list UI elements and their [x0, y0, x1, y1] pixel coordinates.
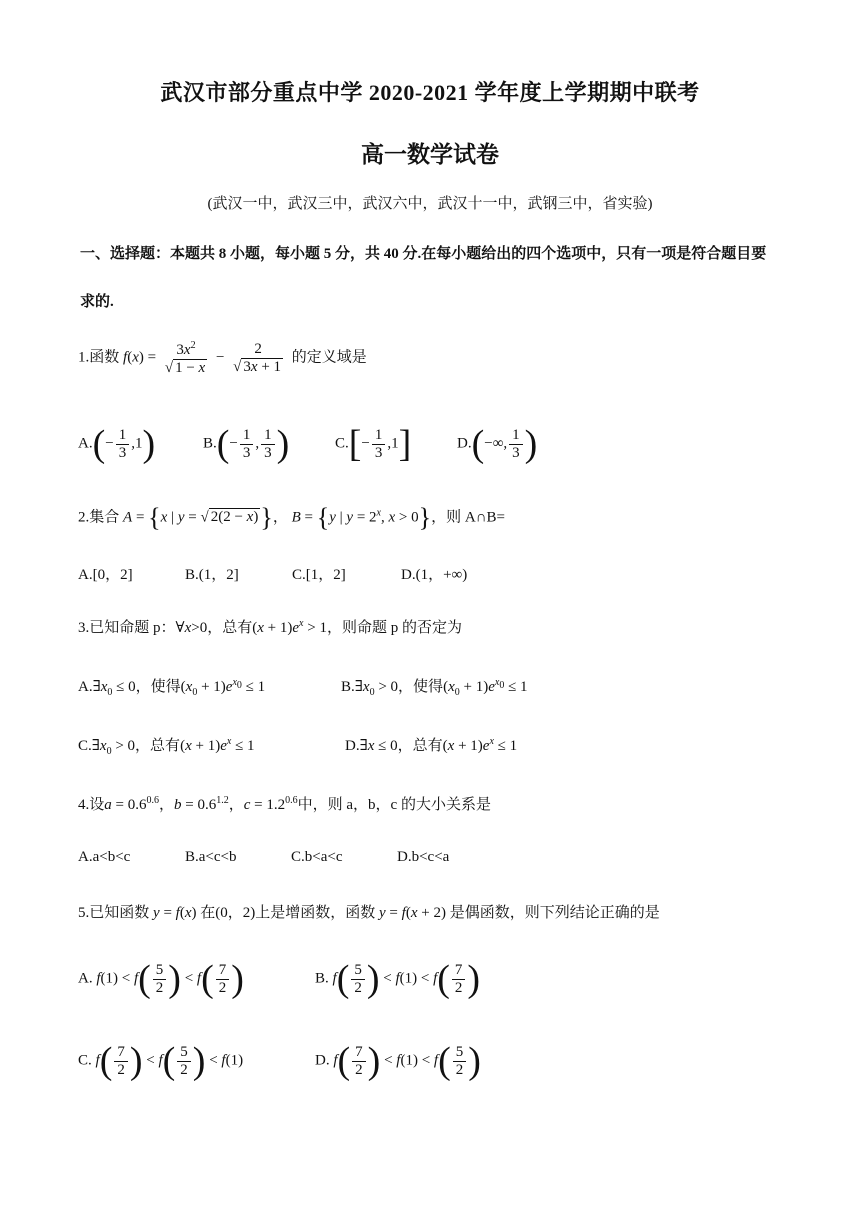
q1-option-b: B.(− $\frac{1}{3}$ , $\frac{1}{3}$ ): [203, 423, 290, 465]
q2-option-a: A.[0，2]: [78, 567, 133, 583]
q1-prefix: 1.函数: [78, 349, 120, 366]
question-3: 3.已知命题 p：∀x>0，总有$(x + 1)e^x > 1$，则命题 p 的否定为: [78, 618, 462, 636]
q1-option-c: C.[− $\frac{1}{3}$ ,1]: [335, 423, 412, 465]
exam-subtitle: 高一数学试卷: [361, 142, 499, 167]
q3-option-d: D.∃x ≤ 0，总有$(x + 1)e^x \le 1$: [345, 736, 518, 754]
q5-option-b: B. f( $\frac{5}{2}$ ) < f(1) < f( $\frac{7}{2}$ ): [315, 958, 481, 1000]
q4-option-a: A.a<b<c: [78, 849, 131, 865]
q3-option-a: $A.\exists x_0 \le 0$，使得$(x_0 + 1)e^{x_0} \le 1$: [78, 677, 266, 698]
question-1: 1.函数 f(x) = $\frac{3x^2}{√ 1 - x}$ − $\frac{2}{√ 3x + 1}$ 的定义域是: [78, 340, 367, 376]
q1-option-d: D.(−∞, $\frac{1}{3}$ ): [457, 423, 538, 465]
q2-option-b: B.(1，2]: [185, 567, 239, 583]
q4-option-d: D.b<c<a: [397, 849, 450, 865]
q3-option-c: $C.\exists x_0 > 0$，总有$(x + 1)e^x \le 1$: [78, 736, 255, 757]
q5-option-c: C. f( $\frac{7}{2}$ ) < f( $\frac{5}{2}$ ) < f(1): [78, 1040, 244, 1082]
section-heading-line1: 一、选择题：本题共 8 小题，每小题 5 分，共 40 分.在每小题给出的四个选项中，只有一项是符合题目要: [80, 246, 767, 262]
q1-suffix: 的定义域是: [291, 349, 367, 366]
question-4: 4.设$a = 0.6^{0.6}$，$b = 0.6^{1.2}$，$c = 1.2^{0.6}$中，则 a，b，c 的大小关系是: [78, 795, 491, 813]
q1-option-a: A.(− $\frac{1}{3}$ ,1): [78, 423, 156, 465]
question-5: 5.已知函数 y = f(x) 在(0，2)上是增函数，函数 y = f(x + 2) 是偶函数，则下列结论正确的是: [78, 905, 660, 921]
q2-option-c: C.[1，2]: [292, 567, 346, 583]
q3-option-b: $B.\exists x_0 > 0$，使得$(x_0 + 1)e^{x_0} \le 1$: [341, 677, 528, 698]
q5-option-a: A. f(1) < f( $\frac{5}{2}$ ) < f( $\frac{7}{2}$ ): [78, 958, 244, 1000]
q4-option-b: B.a<c<b: [185, 849, 237, 865]
section-heading-line2: 求的.: [80, 294, 114, 310]
q5-option-d: D. f( $\frac{7}{2}$ ) < f(1) < f( $\frac{5}{2}$ ): [315, 1040, 481, 1082]
exam-title: 武汉市部分重点中学 2020-2021 学年度上学期期中联考: [160, 80, 700, 105]
school-list: (武汉一中，武汉三中，武汉六中，武汉十一中，武钢三中，省实验): [207, 196, 653, 212]
question-2: 2.集合 A = {x | y = √ 2(2 − x)}， B = {y | $y = 2^x$, x > 0}，则 A∩B=: [78, 503, 506, 532]
q4-option-c: C.b<a<c: [291, 849, 343, 865]
q2-option-d: D.(1，+∞): [401, 567, 468, 583]
